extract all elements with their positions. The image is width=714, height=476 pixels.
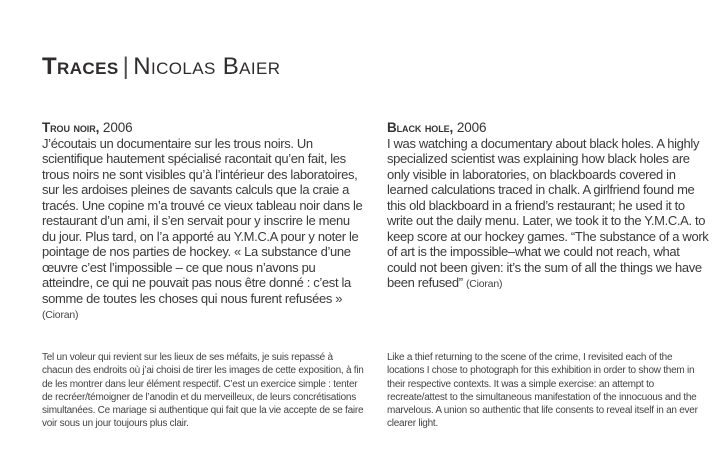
quote-credit-english: (Cioran) xyxy=(465,278,503,290)
work-text-french: J’écoutais un documentaire sur les trous noirs. Un scientifique hautement spécialisé racontait qu’en fait, les trous noirs ne sont visibles qu’à l’intérieur des laboratoires, sur les ardoises pleines de savants calculs que la craie a tracés. Une copine m’a trouvé ce vieux tableau noir dans le restaurant d’un ami, il s’en servait pour y inscrire le menu du jour. Plus tard, on l’a apporté au Y.M.C.A pour y noter le pointage de nos parties de hockey. « La substance d’une œuvre c’est l’impossible – ce que nous n’avons pu atteindre, ce qui ne pouvait pas nous être donné : c’est la somme de toutes les choses qui nous furent refusées » xyxy=(42,135,363,306)
title-separator: | xyxy=(122,53,130,80)
work-text-english: I was watching a documentary about black holes. A highly specialized scientist was explaining how black holes are only visible in laboratories, on blackboards covered in learned calculations traced in chalk. A girlfriend found me this old blackboard in a friend’s restaurant; he used it to write out the daily menu. Later, we took it to the Y.M.C.A. to keep score at our hockey games. “The substance of a work of art is the impossible–what we could not reach, what could not been given: it’s the sum of all the things we have been refused” xyxy=(387,135,709,290)
work-body-english xyxy=(387,136,709,293)
work-heading-french xyxy=(42,120,364,136)
artist-name: Nicolas Baier xyxy=(133,53,281,80)
quote-credit-french: (Cioran) xyxy=(42,309,79,321)
work-title-french: Trou noir, xyxy=(42,120,100,135)
work-heading-english xyxy=(387,120,709,136)
work-body-french xyxy=(42,136,364,324)
work-description-english xyxy=(387,120,709,293)
artist-statement-english: Like a thief returning to the scene of the crime, I revisited each of the locations I chose to photograph for this exhibition in order to show them in their respective contexts. It was a simple exercise: an attempt to recreate/attest to the simultaneous manifestation of the innocuous and the marvelous. A union so authentic that life consents to reveal itself in an ever clearer light. xyxy=(387,352,698,430)
page-title xyxy=(42,53,280,81)
exhibition-title: Traces xyxy=(42,53,119,80)
artist-statement-french: Tel un voleur qui revient sur les lieux de ses méfaits, je suis repassé à chacun des endroits où j’ai choisi de tirer les images de cette exposition, à fin de les montrer dans leur élément respectif. C’est un exercice simple : tenter de recréer/témoigner de l’anodin et du merveilleux, de leurs concrétisations simultanées. Ce mariage si authentique qui fait que la vie accepte de se faire voir sous un jour toujours plus clair. xyxy=(42,352,364,430)
work-year-english: 2006 xyxy=(456,120,487,135)
work-description-french xyxy=(42,120,364,324)
work-year-french: 2006 xyxy=(102,120,133,135)
work-title-english: Black hole, xyxy=(387,120,454,135)
